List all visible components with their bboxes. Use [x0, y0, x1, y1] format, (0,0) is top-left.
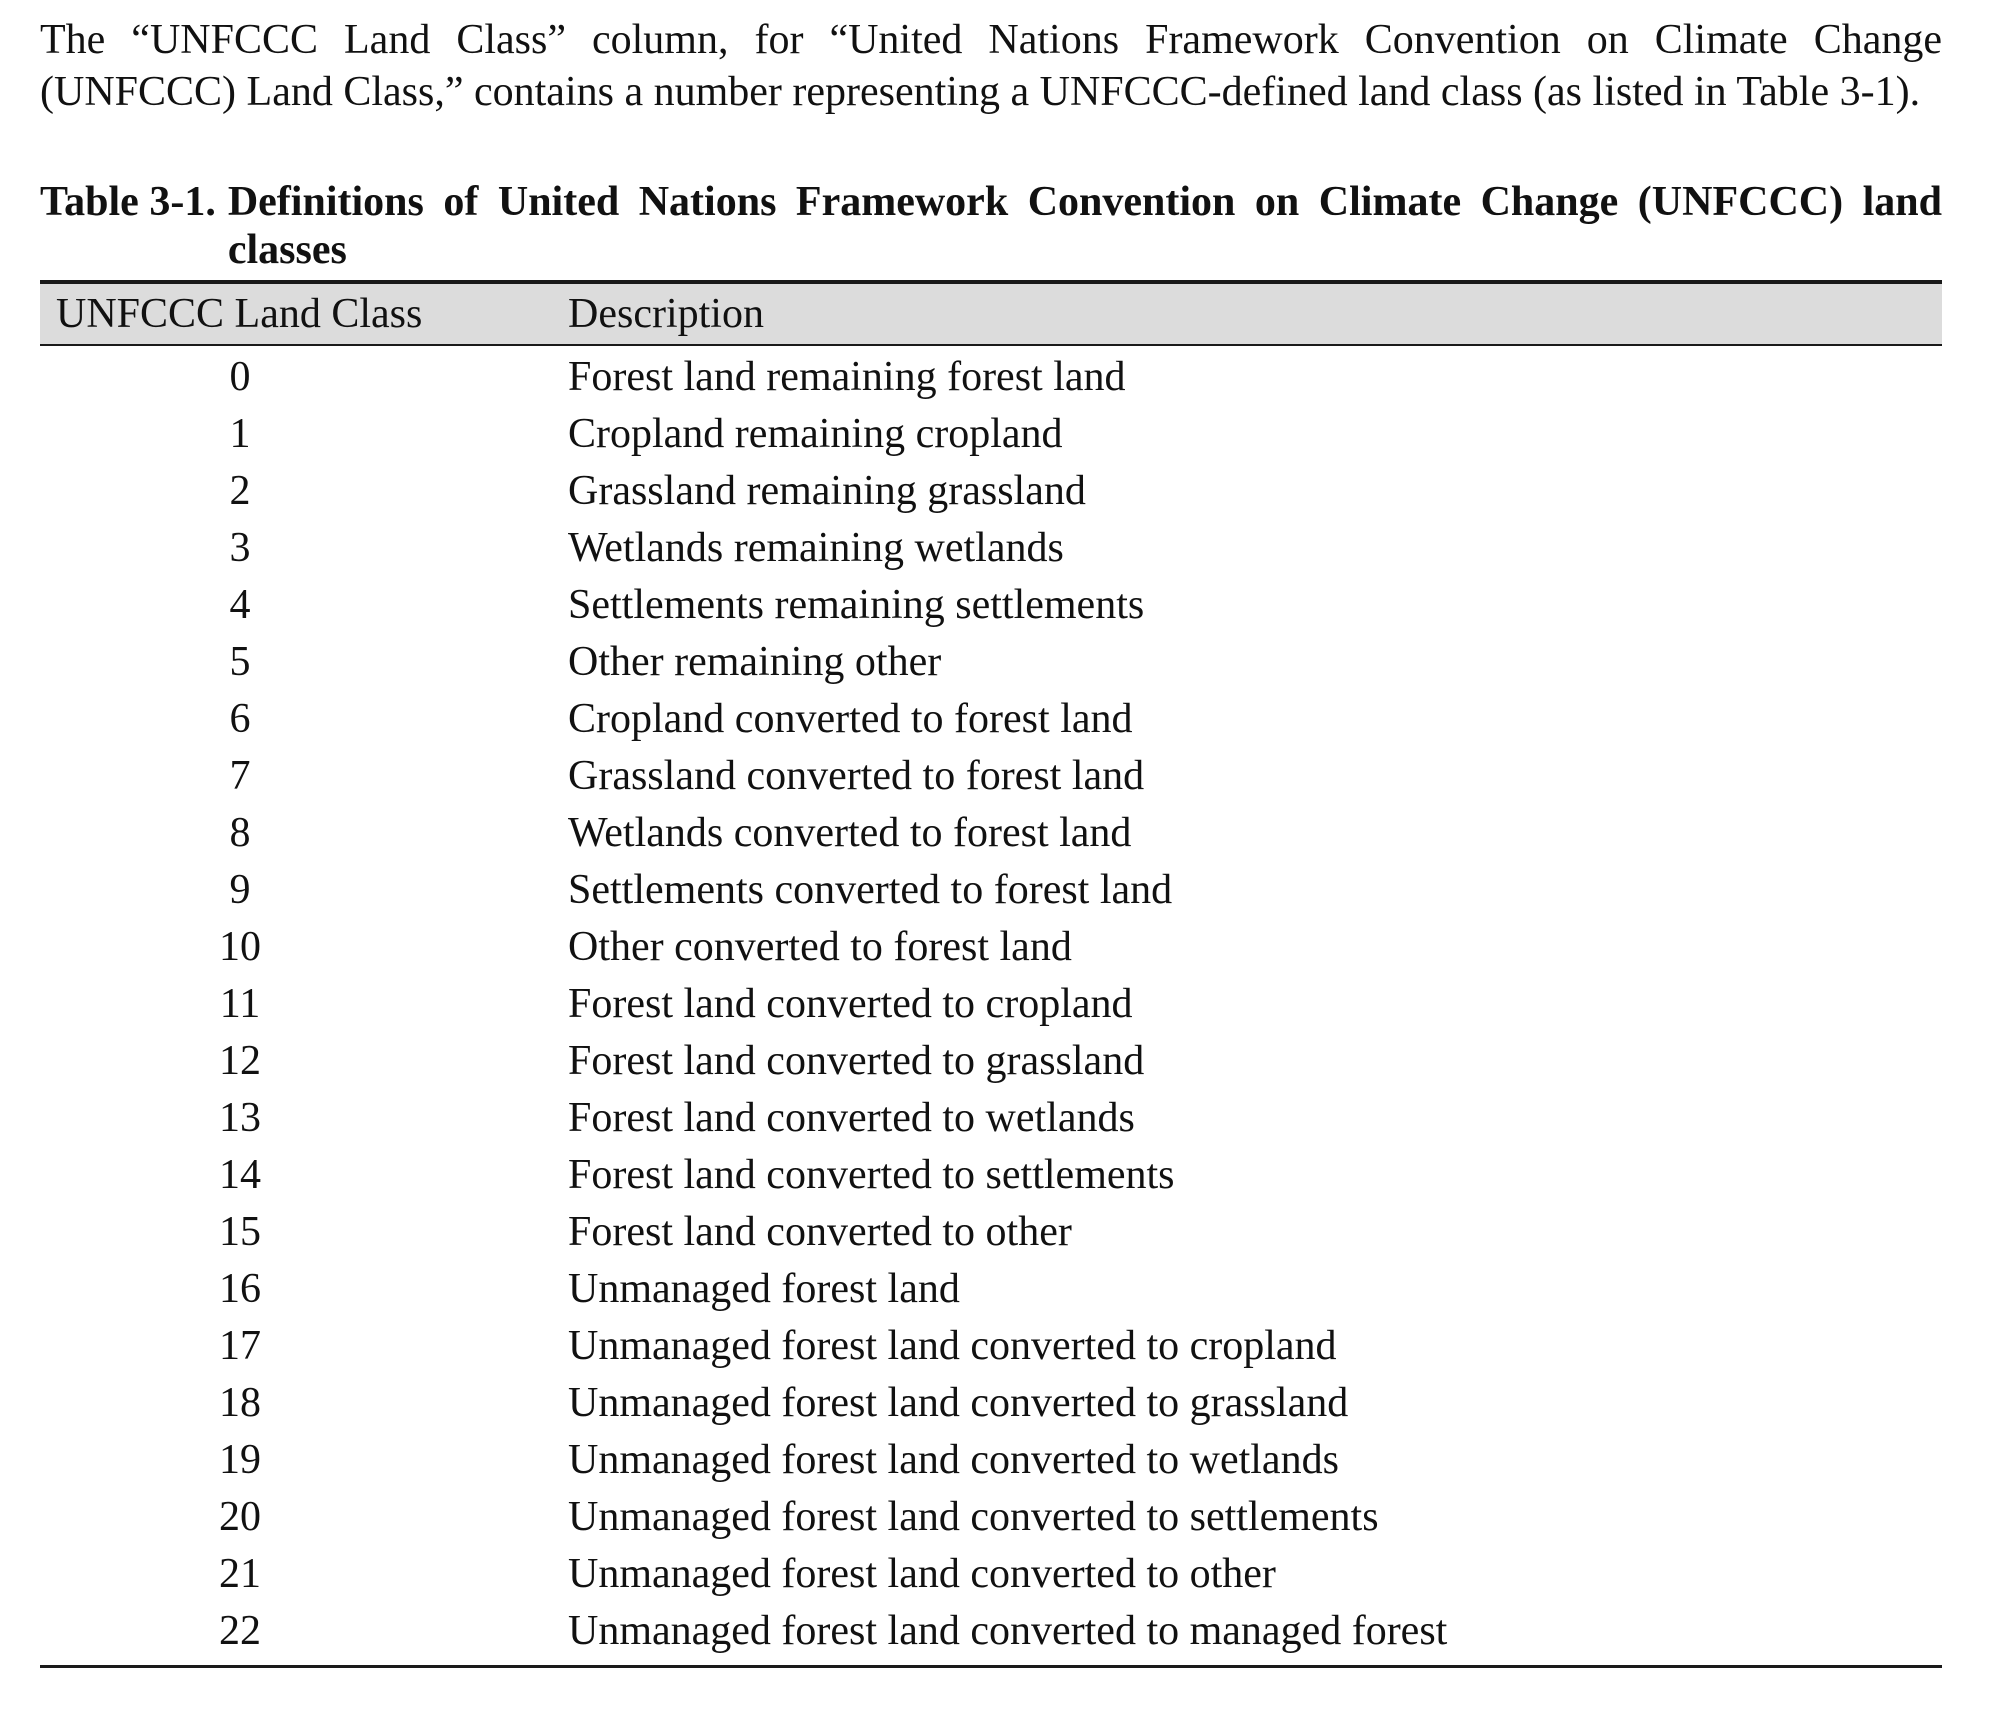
- table-row: [40, 690, 1942, 747]
- land-class-cell: 18: [219, 1379, 261, 1426]
- table-header-row: [40, 284, 1942, 346]
- land-class-cell: 0: [229, 353, 251, 400]
- land-class-cell: 20: [219, 1493, 261, 1540]
- table-row: [40, 405, 1942, 462]
- land-class-cell: 9: [229, 866, 251, 913]
- land-class-cell: 1: [229, 410, 251, 457]
- description-cell: Unmanaged forest land converted to cropland: [568, 1322, 1337, 1369]
- land-class-cell: 3: [229, 524, 251, 571]
- table-row: [40, 1374, 1942, 1431]
- table-row: [40, 918, 1942, 975]
- land-class-cell: 21: [219, 1550, 261, 1597]
- table-row: [40, 1602, 1942, 1659]
- description-cell: Unmanaged forest land converted to wetlands: [568, 1436, 1339, 1483]
- table-row: [40, 576, 1942, 633]
- description-cell: Other remaining other: [568, 638, 942, 685]
- description-cell: Unmanaged forest land converted to other: [568, 1550, 1276, 1597]
- header-land-class: UNFCCC Land Class: [56, 291, 423, 337]
- description-cell: Settlements converted to forest land: [568, 866, 1173, 913]
- land-class-table: [40, 280, 1942, 1668]
- description-cell: Grassland converted to forest land: [568, 752, 1145, 799]
- table-caption-label: Table 3-1.: [40, 179, 216, 225]
- land-class-cell: 7: [229, 752, 251, 799]
- table-row: [40, 633, 1942, 690]
- table-row: [40, 1032, 1942, 1089]
- table-row: [40, 1089, 1942, 1146]
- description-cell: Other converted to forest land: [568, 923, 1072, 970]
- table-row: [40, 462, 1942, 519]
- description-cell: Unmanaged forest land: [568, 1265, 960, 1312]
- table-row: [40, 519, 1942, 576]
- description-cell: Wetlands remaining wetlands: [568, 524, 1064, 571]
- description-cell: Unmanaged forest land converted to grassland: [568, 1379, 1349, 1426]
- land-class-cell: 12: [219, 1037, 261, 1084]
- table-row: [40, 747, 1942, 804]
- table-row: [40, 975, 1942, 1032]
- description-cell: Forest land converted to other: [568, 1208, 1072, 1255]
- table-row: [40, 861, 1942, 918]
- table-caption: [40, 178, 1942, 274]
- description-cell: Wetlands converted to forest land: [568, 809, 1132, 856]
- description-cell: Forest land converted to cropland: [568, 980, 1133, 1027]
- land-class-cell: 16: [219, 1265, 261, 1312]
- description-cell: Forest land remaining forest land: [568, 353, 1126, 400]
- description-cell: Forest land converted to wetlands: [568, 1094, 1135, 1141]
- table-row: [40, 1146, 1942, 1203]
- description-cell: Forest land converted to grassland: [568, 1037, 1145, 1084]
- table-row: [40, 348, 1942, 405]
- land-class-cell: 10: [219, 923, 261, 970]
- land-class-cell: 11: [219, 980, 261, 1027]
- table-body: [40, 346, 1942, 1665]
- table-caption-text: Definitions of United Nations Framework Convention on Climate Change (UNFCCC) land classes: [227, 179, 1942, 273]
- land-class-cell: 14: [219, 1151, 261, 1198]
- table-row: [40, 1545, 1942, 1602]
- table-row: [40, 1431, 1942, 1488]
- description-cell: Forest land converted to settlements: [568, 1151, 1175, 1198]
- description-cell: Cropland converted to forest land: [568, 695, 1133, 742]
- land-class-cell: 13: [219, 1094, 261, 1141]
- land-class-cell: 17: [219, 1322, 261, 1369]
- description-cell: Unmanaged forest land converted to settlements: [568, 1493, 1379, 1540]
- description-cell: Grassland remaining grassland: [568, 467, 1086, 514]
- land-class-cell: 22: [219, 1607, 261, 1654]
- intro-paragraph: The “UNFCCC Land Class” column, for “United Nations Framework Convention on Climate Change (UNFCCC) Land Class,” contains a number representing a UNFCCC-defined land class (as listed in Table 3-1).: [40, 17, 1942, 115]
- land-class-cell: 19: [219, 1436, 261, 1483]
- document-page: [40, 14, 1942, 1668]
- land-class-cell: 15: [219, 1208, 261, 1255]
- description-cell: Cropland remaining cropland: [568, 410, 1063, 457]
- table-row: [40, 1203, 1942, 1260]
- table-row: [40, 1317, 1942, 1374]
- description-cell: Unmanaged forest land converted to managed forest: [568, 1607, 1448, 1654]
- description-cell: Settlements remaining settlements: [568, 581, 1145, 628]
- land-class-cell: 8: [229, 809, 251, 856]
- land-class-cell: 4: [229, 581, 251, 628]
- land-class-cell: 6: [229, 695, 251, 742]
- header-description: Description: [568, 291, 764, 337]
- table-row: [40, 1488, 1942, 1545]
- land-class-cell: 5: [229, 638, 251, 685]
- land-class-cell: 2: [229, 467, 251, 514]
- table-row: [40, 1260, 1942, 1317]
- table-row: [40, 804, 1942, 861]
